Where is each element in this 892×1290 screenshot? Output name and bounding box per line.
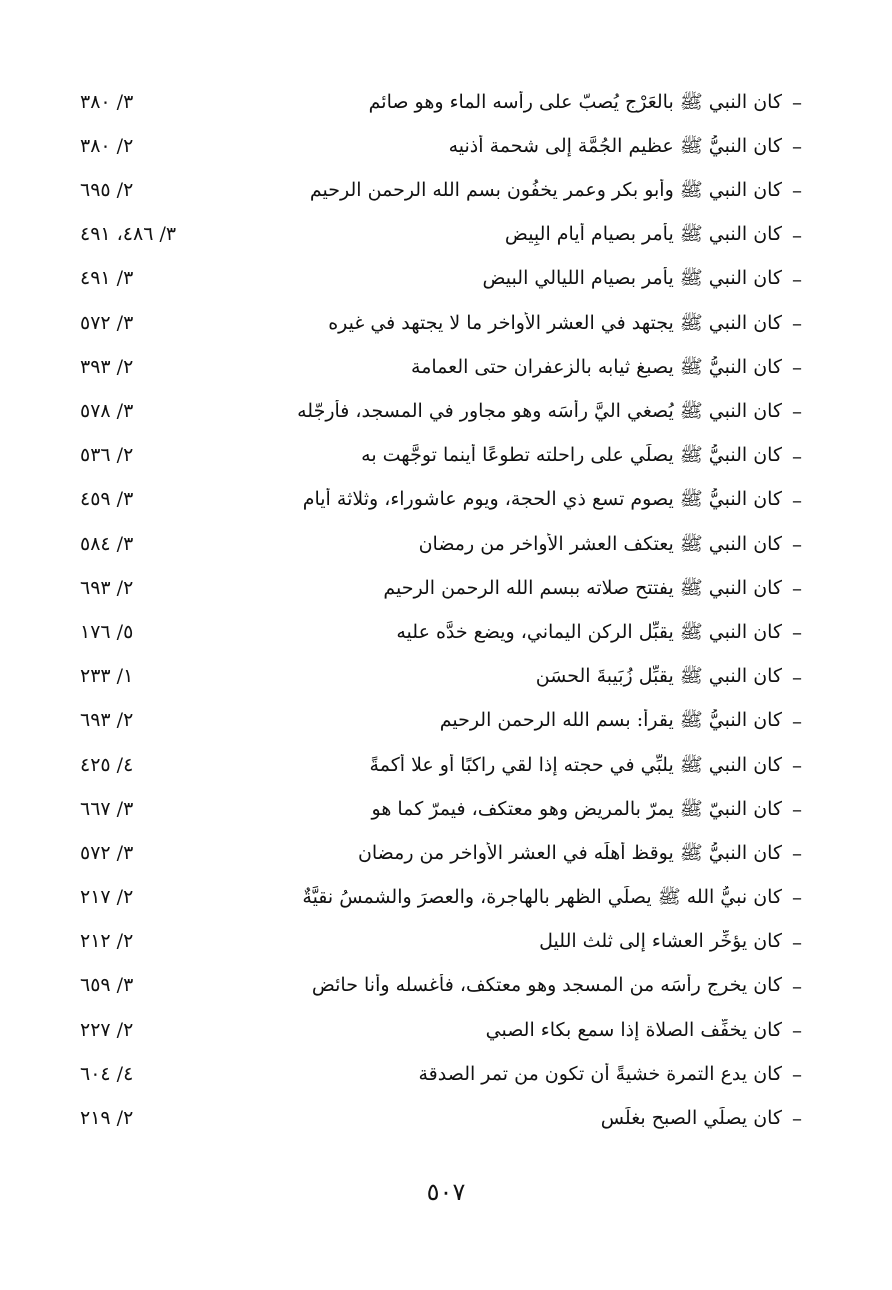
index-entry <box>80 1052 812 1096</box>
entry-text: كان النبيُّ ﷺ يوقظ أهلَه في العشر الأواخر من رمضان <box>357 841 782 864</box>
index-entry <box>80 699 812 743</box>
index-entry <box>80 478 812 522</box>
index-entry <box>80 787 812 831</box>
index-entry <box>80 522 812 566</box>
entry-reference: ٢/ ٢١٩ <box>80 1107 134 1129</box>
index-entry <box>80 345 812 389</box>
entry-reference: ٥/ ١٧٦ <box>80 620 134 643</box>
entry-text: كان النبي ﷺ يجتهد في العشر الأواخر ما لا يجتهد في غيره <box>328 311 782 334</box>
entry-text: كان النبي ﷺ يفتتح صلاته ببسم الله الرحمن الرحيم <box>383 576 782 599</box>
entry-reference: ٢/ ٢١٢ <box>80 930 134 953</box>
index-entry <box>80 743 812 787</box>
index-entry <box>80 920 812 964</box>
entry-text: كان يدع التمرة خشيةً أن تكون من تمر الصدقة <box>418 1062 782 1085</box>
entry-reference: ٣/ ٦٥٩ <box>80 974 134 997</box>
entry-text: كان يخرج رأسَه من المسجد وهو معتكف، فأغسله وأنا حائض <box>311 974 782 997</box>
entry-dash: – <box>792 708 802 733</box>
entry-dash: – <box>792 929 802 954</box>
entry-reference: ٢/ ٢١٧ <box>80 886 134 909</box>
entry-dash: – <box>792 620 802 645</box>
entry-reference: ٢/ ٣٩٣ <box>80 355 134 378</box>
entry-text: كان النبيُّ ﷺ يصبغ ثيابه بالزعفران حتى العمامة <box>411 355 782 378</box>
entry-reference: ١/ ٢٣٣ <box>80 665 134 688</box>
entry-dash: – <box>792 222 802 247</box>
index-entry <box>80 875 812 919</box>
entry-dash: – <box>792 311 802 336</box>
entry-text: كان النبي ﷺ يُصغي اليَّ رأسَه وهو مجاور في المسجد، فأرجّله <box>297 400 782 422</box>
entry-reference: ٣/ ٥٧٢ <box>80 841 134 864</box>
entry-reference: ٢/ ٦٩٣ <box>80 576 134 599</box>
entry-text: كان النبي ﷺ يقبِّل زُبَيبةَ الحسَن <box>535 665 782 688</box>
entry-reference: ٣/ ٥٧٨ <box>80 400 134 422</box>
entry-dash: – <box>792 841 802 866</box>
entry-dash: – <box>792 487 802 512</box>
entry-reference: ٢/ ٦٩٣ <box>80 709 134 732</box>
entry-dash: – <box>792 1106 802 1131</box>
entry-text: كان نبيُّ الله ﷺ يصلِّي الظهر بالهاجرة، والعصرَ والشمسُ نقيَّةٌ <box>302 886 782 909</box>
entry-text: كان النبيّ ﷺ يمرّ بالمريض وهو معتكف، فيمرّ كما هو <box>371 797 782 820</box>
index-entry <box>80 1096 812 1140</box>
entry-text: كان النبيُّ ﷺ يقرأ: بسم الله الرحمن الرحيم <box>439 709 782 732</box>
index-entry <box>80 566 812 610</box>
entry-text: كان النبي ﷺ بالعَرْج يُصبّ على رأسه الماء وهو صائم <box>368 90 782 113</box>
entry-reference: ٤/ ٦٠٤ <box>80 1062 134 1085</box>
entry-dash: – <box>792 134 802 159</box>
entry-text: كان النبي ﷺ يقبِّل الركن اليماني، ويضع خدَّه عليه <box>396 620 782 643</box>
index-entry <box>80 831 812 875</box>
entry-dash: – <box>792 178 802 203</box>
entry-dash: – <box>792 531 802 556</box>
entry-text: كان النبي ﷺ يأمر بصيام الليالي البيض <box>482 267 782 290</box>
entry-text: كان النبي ﷺ يلبِّي في حجته إذا لقي راكبًا أو علا أكمةً <box>369 753 782 776</box>
index-entry <box>80 610 812 654</box>
entry-dash: – <box>792 752 802 777</box>
entry-reference: ٢/ ٦٩٥ <box>80 179 134 202</box>
entry-dash: – <box>792 355 802 380</box>
entry-reference: ٢/ ٥٣٦ <box>80 444 134 467</box>
entry-reference: ٣/ ٥٧٢ <box>80 311 134 334</box>
entry-reference: ٣/ ٣٨٠ <box>80 90 134 113</box>
entry-reference: ٤/ ٤٢٥ <box>80 753 134 776</box>
entry-reference: ٢/ ٢٢٧ <box>80 1018 134 1041</box>
page-number: ٥٠٧ <box>426 1178 466 1206</box>
hadith-index-list <box>80 80 812 1141</box>
entry-text: كان النبي ﷺ يعتكف العشر الأواخر من رمضان <box>418 532 782 555</box>
entry-text: كان النبيُّ ﷺ يصلِّي على راحلته تطوعًا أينما توجَّهت به <box>361 444 782 467</box>
entry-dash: – <box>792 797 802 822</box>
entry-dash: – <box>792 266 802 291</box>
entry-reference: ٣/ ٦٦٧ <box>80 797 134 820</box>
entry-dash: – <box>792 1062 802 1087</box>
entry-text: كان النبي ﷺ يأمر بصيام أيام البِيض <box>504 223 782 246</box>
index-entry <box>80 389 812 433</box>
index-entry <box>80 80 812 124</box>
index-entry <box>80 654 812 698</box>
index-entry <box>80 964 812 1008</box>
entry-reference: ٣/ ٤٨٦، ٤٩١ <box>80 223 177 246</box>
entry-dash: – <box>792 885 802 910</box>
entry-dash: – <box>792 664 802 689</box>
entry-text: كان النبيُّ ﷺ يصوم تسع ذي الحجة، ويوم عاشوراء، وثلاثة أيام <box>302 488 782 511</box>
entry-reference: ٣/ ٤٥٩ <box>80 488 134 511</box>
entry-dash: – <box>792 399 802 424</box>
entry-text: كان يصلِّي الصبح بغلَس <box>600 1107 782 1129</box>
entry-dash: – <box>792 973 802 998</box>
entry-text: كان النبي ﷺ وأبو بكر وعمر يخفُون بسم الله الرحمن الرحيم <box>309 179 782 202</box>
index-entry <box>80 1008 812 1052</box>
entry-dash: – <box>792 576 802 601</box>
entry-text: كان النبيُّ ﷺ عظيم الجُمَّة إلى شحمة أذنيه <box>448 134 782 157</box>
entry-dash: – <box>792 443 802 468</box>
entry-text: كان يؤخِّر العشاء إلى ثلث الليل <box>539 930 782 953</box>
index-entry <box>80 434 812 478</box>
entry-dash: – <box>792 1018 802 1043</box>
index-entry <box>80 257 812 301</box>
entry-reference: ٢/ ٣٨٠ <box>80 134 134 157</box>
index-entry <box>80 301 812 345</box>
entry-reference: ٣/ ٤٩١ <box>80 267 134 290</box>
entry-text: كان يخفِّف الصلاة إذا سمع بكاء الصبي <box>485 1018 782 1041</box>
index-entry <box>80 213 812 257</box>
index-entry <box>80 168 812 212</box>
index-entry <box>80 124 812 168</box>
entry-reference: ٣/ ٥٨٤ <box>80 532 134 555</box>
entry-dash: – <box>792 90 802 115</box>
